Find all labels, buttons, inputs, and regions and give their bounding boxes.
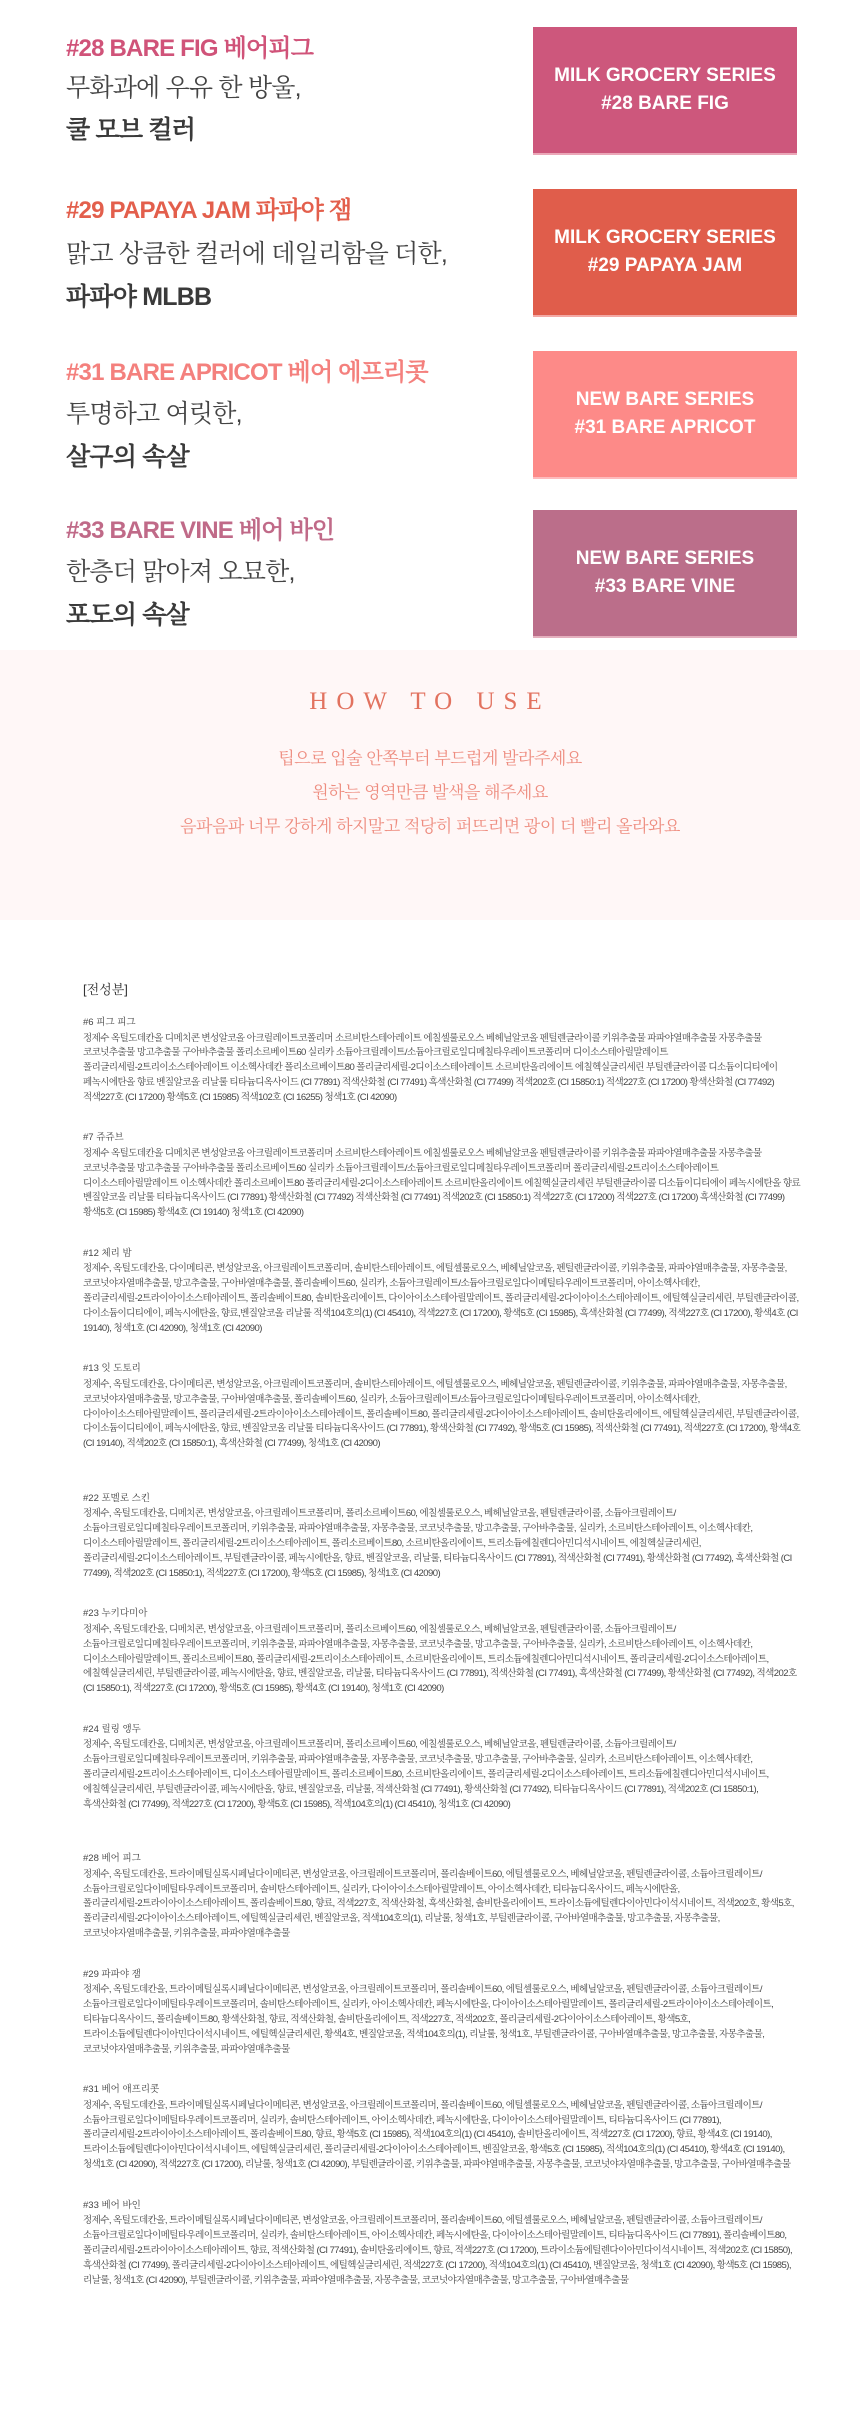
- shade-swatch: [533, 189, 797, 317]
- ingredient-shade-name: #6 피그 피그: [83, 1017, 136, 1028]
- ingredient-shade-name: #24 릴링 앵두: [83, 1723, 141, 1735]
- shade-title: #31 BARE APRICOT 베어 에프리콧: [66, 359, 428, 386]
- shade-item-31: [0, 352, 860, 492]
- how-to-use-step: 팁으로 입술 안쪽부터 부드럽게 발라주세요: [278, 749, 582, 768]
- shade-description: 무화과에 우유 한 방울,: [66, 74, 301, 102]
- ingredient-item: [83, 1247, 860, 1336]
- ingredient-list: 정제수, 옥틸도데칸올, 트라이메틸실록시페닐다이메티콘, 변성알코올, 아크릴레이트코폴리머, 폴리솔베이트60, 에틸셀룰로오스, 베헤닐알코올, 펜틸렌글라이콜, 소듐아크릴레이트/소듐아크릴로일다이메틸타우레이트코폴리머, 솔비탄스테아레이트, 실리카, 아이소헥사데칸, 페녹시에탄올, 다이아이소스테아릴말레이트, 폴리글리세릴-2트라이아이소스테아레이트, 티타늄디옥사이드, 폴리솔베이트80, 황색산화철, 향료, 적색산화철, 솔비탄올리에이트, 적색227호, 적색202호, 폴리글리세릴-2다이아이소스테아레이트, 황색5호, 트라이소듐에틸렌다이아민다이석시네이트, 에틸헥실글리세린, 황색4호, 벤질알코올, 적색104호의(1), 리날룰, 청색1호, 부틸렌글라이콜, 구아바열매추출물, 망고추출물, 자몽추출물, 코코넛야자열매추출물, 키위추출물, 파파야열매추출물: [83, 1984, 774, 2055]
- shade-emphasis: 파파야 MLBB: [66, 283, 212, 311]
- how-to-use-step: 원하는 영역만큼 발색을 해주세요: [312, 783, 548, 802]
- shade-emphasis: 살구의 속살: [66, 443, 189, 471]
- shade-swatch: [533, 351, 797, 479]
- shade-emphasis: 쿨 모브 컬러: [66, 116, 196, 144]
- shade-item-28: [0, 28, 860, 168]
- swatch-series: MILK GROCERY SERIES: [554, 227, 776, 248]
- ingredient-shade-name: #33 베어 바인: [83, 2199, 141, 2211]
- shade-swatch: [533, 510, 797, 638]
- ingredient-item: [83, 1362, 860, 1451]
- ingredient-list: 정제수, 옥틸도데칸올, 트라이메틸실록시페닐다이메티콘, 변성알코올, 아크릴레이트코폴리머, 폴리솔베이트60, 에틸셀룰로오스, 베헤닐알코올, 펜틸렌글라이콜, 소듐아크릴레이트/소듐아크릴로일다이메틸타우레이트코폴리머, 실리카, 솔비탄스테아레이트, 아이소헥사데칸, 페녹시에탄올, 다이아이소스테아릴말레이트, 티타늄디옥사이드 (CI 77891), 폴리글리세릴-2트라이아이소스테아레이트, 폴리솔베이트80, 향료, 황색5호 (CI 15985), 적색104호의(1) (CI 45410), 솔비탄올리에이트, 적색227호 (CI 17200), 향료, 황색4호 (CI 19140), 트라이소듐에틸렌다이아민다이석시네이트, 에틸헥실글리세린, 폴리글리세릴-2다이아이소스테아레이트, 벤질알코올, 황색5호 (CI 15985), 적색104호의(1) (CI 45410), 황색4호 (CI 19140), 청색1호 (CI 42090), 적색227호 (CI 17200), 리날룰, 청색1호 (CI 42090), 부틸렌글라이콜, 키위추출물, 파파야열매추출물, 자몽추출물, 코코넛야자열매추출물, 망고추출물, 구아바열매추출물: [83, 2099, 791, 2171]
- ingredient-shade-name: #31 베어 애프리콧: [83, 2084, 160, 2096]
- ingredient-list: 정제수, 옥틸도데칸올, 디메치콘, 변성알코올, 아크릴레이트코폴리머, 폴리소르베이트60, 에칠셀룰로오스, 베헤닐알코올, 펜틸렌글라이콜, 소듐아크릴레이트/소듐아크릴로일디메칠타우레이트코폴리머, 키위추출물, 파파야열매추출물, 자몽추출물, 코코넛추출물, 망고추출물, 구아바추출물, 실리카, 소르비탄스테아레이트, 이소헥사데칸, 폴리글리세릴-2트리이소스테아레이트, 디이소스테아릴말레이트, 폴리소르베이트80, 소르비탄올리에이트, 폴리글리세릴-2디이소스테아레이트, 트리소듐에칠렌디아민디석시네이트, 에칠헥실글리세린, 부틸렌글라이콜, 페녹시에탄올, 향료, 벤질알코올, 리날룰, 적색산화철 (CI 77491), 황색산화철 (CI 77492), 티타늄디옥사이드 (CI 77891), 적색202호 (CI 15850:1), 흑색산화철 (CI 77499), 적색227호 (CI 17200), 황색5호 (CI 15985), 적색104호의(1) (CI 45410), 청색1호 (CI 42090): [83, 1739, 769, 1810]
- ingredient-shade-name: #22 포멜로 스킨: [83, 1492, 151, 1504]
- shade-item-33: [0, 510, 860, 650]
- how-to-use-title: HOW TO USE: [309, 688, 551, 715]
- ingredient-list: 정제수, 옥틸도데칸올, 디메치콘, 변성알코올, 아크릴레이트코폴리머, 폴리소르베이트60, 에칠셀룰로오스, 베헤닐알코올, 펜틸렌글라이콜, 소듐아크릴레이트/소듐아크릴로일디메칠타우레이트코폴리머, 키위추출물, 파파야열매추출물, 자몽추출물, 코코넛추출물, 망고추출물, 구아바추출물, 실리카, 소르비탄스테아레이트, 이소헥사데칸, 디이소스테아릴말레이트, 폴리글리세릴-2트리이소스테아레이트, 폴리소르베이트80, 소르비탄올리에이트, 트리소듐에칠렌디아민디석시네이트, 에칠헥실글리세린, 폴리글리세릴-2디이소스테아레이트, 부틸렌글라이콜, 페녹시에탄올, 향료, 벤질알코올, 리날룰, 티타늄디옥사이드 (CI 77891), 적색산화철 (CI 77491), 황색산화철 (CI 77492), 흑색산화철 (CI 77499), 적색202호 (CI 15850:1), 적색227호 (CI 17200), 황색5호 (CI 15985), 청색1호 (CI 42090): [83, 1508, 792, 1579]
- ingredients-heading: [전성분]: [83, 982, 128, 997]
- swatch-shade: #31 BARE APRICOT: [574, 417, 756, 438]
- ingredient-item: [83, 1492, 860, 1581]
- ingredient-list: 정제수, 옥틸도데칸올, 트라이메틸실록시페닐다이메티콘, 변성알코올, 아크릴레이트코폴리머, 폴리솔베이트60, 에틸셀룰로오스, 베헤닐알코올, 펜틸렌글라이콜, 소듐아크릴레이트/소듐아크릴로일다이메틸타우레이트코폴리머, 솔비탄스테아레이트, 실리카, 다이아이소스테아릴말레이트, 아이소헥사데칸, 티타늄디옥사이드, 페녹시에탄올, 폴리글리세릴-2트라이아이소스테아레이트, 폴리솔베이트80, 향료, 적색227호, 적색산화철, 흑색산화철, 솔비탄올리에이트, 트라이소듐에틸렌다이아민다이석시네이트, 적색202호, 황색5호, 폴리글리세릴-2다이아이소스테아레이트, 에틸헥실글리세린, 벤질알코올, 적색104호의(1), 리날룰, 청색1호, 부틸렌글라이콜, 구아바열매추출물, 망고추출물, 자몽추출물, 코코넛야자열매추출물, 키위추출물, 파파야열매추출물: [83, 1868, 794, 1940]
- ingredient-list: 정제수, 옥틸도데칸올, 다이메티콘, 변성알코올, 아크릴레이트코폴리머, 솔비탄스테아레이트, 에틸셀룰로오스, 베헤닐알코올, 펜틸렌글라이콜, 키위추출물, 파파야열매추출물, 자몽추출물, 코코넛야자열매추출물, 망고추출물, 구아바열매추출물, 폴리솔베이트60, 실리카, 소듐아크릴레이트/소듐아크릴로일다이메틸타우레이트코폴리머, 아이소헥사데칸, 다이아이소스테아릴말레이트, 폴리글리세릴-2트라이아이소스테아레이트, 폴리솔베이트80, 폴리글리세릴-2다이아이소스테아레이트, 솔비탄올리에이트, 에틸헥실글리세린, 부틸렌글라이콜, 다이소듐이디티에이, 페녹시에탄올, 향료, 벤질알코올 리날룰 티타늄디옥사이드 (CI 77891), 황색산화철 (CI 77492), 황색5호 (CI 15985), 적색산화철 (CI 77491), 적색227호 (CI 17200), 황색4호 (CI 19140), 적색202호 (CI 15850:1), 흑색산화철 (CI 77499), 청색1호 (CI 42090): [83, 1378, 801, 1450]
- how-to-use-step: 음파음파 너무 강하게 하지말고 적당히 퍼뜨리면 광이 더 빨리 올라와요: [180, 817, 680, 836]
- ingredient-shade-name: #28 베어 피그: [83, 1853, 141, 1865]
- ingredient-item: [83, 2199, 860, 2288]
- ingredient-item: [83, 1131, 860, 1220]
- how-to-use-section: [0, 650, 860, 920]
- shade-emphasis: 포도의 속살: [66, 601, 189, 629]
- how-to-use-steps: [0, 742, 860, 844]
- swatch-shade: #33 BARE VINE: [594, 576, 736, 597]
- shade-description: 투명하고 여릿한,: [66, 400, 242, 428]
- ingredient-shade-name: #23 누키다미아: [83, 1608, 148, 1620]
- ingredient-list: 정제수 옥틸도데칸올 디메치콘 변성알코올 아크릴레이트코폴리머 소르비탄스테아레이트 에칠셀룰로오스 베헤닐알코올 펜틸렌글라이콜 키위추출물 파파야열매추출물 자몽추출물 코코넛추출물 망고추출물 구아바추출물 폴리소르베이트60 실리카 소듐아크릴레이트/소듐아크릴로일디메칠타우레이트코폴리머 디이소스테아릴말레이트 폴리글리세릴-2트리이소스테아레이트 이소헥사데칸 폴리소르베이트80 폴리글리세릴-2디이소스테아레이트 소르비탄올리에이트 에칠헥실글리세린 부틸렌글라이콜 디소듐이디티에이 페녹시에탄올 향료 벤질알코올 리날룰 티타늄디옥사이드 (CI 77891) 적색산화철 (CI 77491) 흑색산화철 (CI 77499) 적색202호 (CI 15850:1) 적색227호 (CI 17200) 황색산화철 (CI 77492) 적색227호 (CI 17200) 황색5호 (CI 15985) 적색102호 (CI 16255) 청색1호 (CI 42090): [83, 1032, 778, 1103]
- shade-description: 한층더 맑아져 오묘한,: [66, 558, 295, 586]
- ingredient-shade-name: #29 파파야 잼: [83, 1968, 141, 1980]
- shade-swatch: [533, 27, 797, 155]
- shade-title: #29 PAPAYA JAM 파파야 잼: [66, 197, 352, 224]
- ingredient-item: [83, 1852, 860, 1941]
- shade-list: [0, 0, 860, 650]
- swatch-shade: #29 PAPAYA JAM: [587, 255, 743, 276]
- shade-item-29: [0, 190, 860, 330]
- swatch-series: NEW BARE SERIES: [575, 548, 755, 569]
- ingredient-list: 정제수, 옥틸도데칸올, 트라이메틸실록시페닐다이메티콘, 변성알코올, 아크릴레이트코폴리머, 폴리솔베이트60, 에틸셀룰로오스, 베헤닐알코올, 펜틸렌글라이콜, 소듐아크릴레이트/소듐아크릴로일다이메틸타우레이트코폴리머, 실리카, 솔비탄스테아레이트, 아이소헥사데칸, 페녹시에탄올, 다이아이소스테아릴말레이트, 티타늄디옥사이드 (CI 77891), 폴리솔베이트80, 폴리글리세릴-2트라이아이소스테아레이트, 향료, 적색산화철 (CI 77491), 솔비탄올리에이트, 향료, 적색227호 (CI 17200), 트라이소듐에틸렌다이아민다이석시네이트, 적색202호 (CI 15850), 흑색산화철 (CI 77499), 폴리글리세릴-2다이아이소스테아레이트, 에틸헥실글리세린, 적색227호 (CI 17200), 적색104호의(1) (CI 45410), 벤질알코올, 청색1호 (CI 42090), 황색5호 (CI 15985), 리날룰, 청색1호 (CI 42090), 부틸렌글라이콜, 키위추출물, 파파야열매추출물, 자몽추출물, 코코넛야자열매추출물, 망고추출물, 구아바열매추출물: [83, 2215, 793, 2286]
- shade-title: #28 BARE FIG 베어피그: [66, 35, 314, 62]
- ingredient-list: 정제수, 옥틸도데칸올, 디메치콘, 변성알코올, 아크릴레이트코폴리머, 폴리소르베이트60, 에칠셀룰로오스, 베헤닐알코올, 펜틸렌글라이콜, 소듐아크릴레이트/소듐아크릴로일디메칠타우레이트코폴리머, 키위추출물, 파파야열매추출물, 자몽추출물, 코코넛추출물, 망고추출물, 구아바추출물, 실리카, 소르비탄스테아레이트, 이소헥사데칸, 디이소스테아릴말레이트, 폴리소르베이트80, 폴리글리세릴-2트리이소스테아레이트, 소르비탄올리에이트, 트리소듐에칠렌디아민디석시네이트, 폴리글리세릴-2디이소스테아레이트, 에칠헥실글리세린, 부틸렌글라이콜, 페녹시에탄올, 향료, 벤질알코올, 리날룰, 티타늄디옥사이드 (CI 77891), 적색산화철 (CI 77491), 흑색산화철 (CI 77499), 황색산화철 (CI 77492), 적색202호 (CI 15850:1), 적색227호 (CI 17200), 황색5호 (CI 15985), 황색4호 (CI 19140), 청색1호 (CI 42090): [83, 1623, 797, 1695]
- ingredients-section: [0, 920, 860, 2354]
- shade-title: #33 BARE VINE 베어 바인: [66, 517, 335, 544]
- ingredient-item: [83, 2083, 860, 2172]
- ingredient-item: [83, 1607, 860, 1696]
- swatch-shade: #28 BARE FIG: [601, 93, 729, 114]
- swatch-series: NEW BARE SERIES: [575, 389, 755, 410]
- ingredient-list: 정제수, 옥틸도데칸올, 다이메티콘, 변성알코올, 아크릴레이트코폴리머, 솔비탄스테아레이트, 에틸셀룰로오스, 베헤닐알코올, 펜틸렌글라이콜, 키위추출물, 파파야열매추출물, 자몽추출물, 코코넛야자열매추출물, 망고추출물, 구아바열매추출물, 폴리솔베이트60, 실리카, 소듐아크릴레이트/소듐아크릴로일다이메틸타우레이트코폴리머, 아이소헥사데칸, 폴리글리세릴-2트라이아이소스테아레이트, 폴리솔베이트80, 솔비탄올리에이트, 다이아이소스테아릴말레이트, 폴리글리세릴-2다이아이소스테아레이트, 에틸헥실글리세린, 부틸렌글라이콜, 다이소듐이디티에이, 페녹시에탄올, 향료,벤질알코올 리날룰 적색104호의(1) (CI 45410), 적색227호 (CI 17200), 황색5호 (CI 15985), 흑색산화철 (CI 77499), 적색227호 (CI 17200), 황색4호 (CI 19140), 청색1호 (CI 42090), 청색1호 (CI 42090): [83, 1263, 799, 1334]
- ingredient-item: [83, 1968, 860, 2057]
- ingredient-item: [83, 1016, 860, 1105]
- ingredient-shade-name: #13 잇 도토리: [83, 1363, 141, 1375]
- ingredient-item: [83, 1723, 860, 1812]
- ingredient-shade-name: #12 체리 밤: [83, 1247, 132, 1259]
- swatch-series: MILK GROCERY SERIES: [554, 65, 776, 86]
- ingredient-shade-name: #7 쥬쥬브: [83, 1132, 124, 1144]
- shade-description: 맑고 상큼한 컬러에 데일리함을 더한,: [66, 240, 447, 268]
- ingredient-list: 정제수 옥틸도데칸올 디메치콘 변성알코올 아크릴레이트코폴리머 소르비탄스테아레이트 에칠셀룰로오스 베헤닐알코올 펜틸렌글라이콜 키위추출물 파파야열매추출물 자몽추출물 코코넛추출물 망고추출물 구아바추출물 폴리소르베이트60 실리카 소듐아크릴레이트/소듐아크릴로일디메칠타우레이트코폴리머 폴리글리세릴-2트리이소스테아레이트 디이소스테아릴말레이트 이소헥사데칸 폴리소르베이트80 폴리글리세릴-2디이소스테아레이트 소르비탄올리에이트 에칠헥실글리세린 부틸렌글라이콜 디소듐이디티에이 페녹시에탄올 향료 벤질알코올 리날룰 티타늄디옥사이드 (CI 77891) 황색산화철 (CI 77492) 적색산화철 (CI 77491) 적색202호 (CI 15850:1) 적색227호 (CI 17200) 적색227호 (CI 17200) 흑색산화철 (CI 77499) 황색5호 (CI 15985) 황색4호 (CI 19140) 청색1호 (CI 42090): [83, 1147, 801, 1219]
